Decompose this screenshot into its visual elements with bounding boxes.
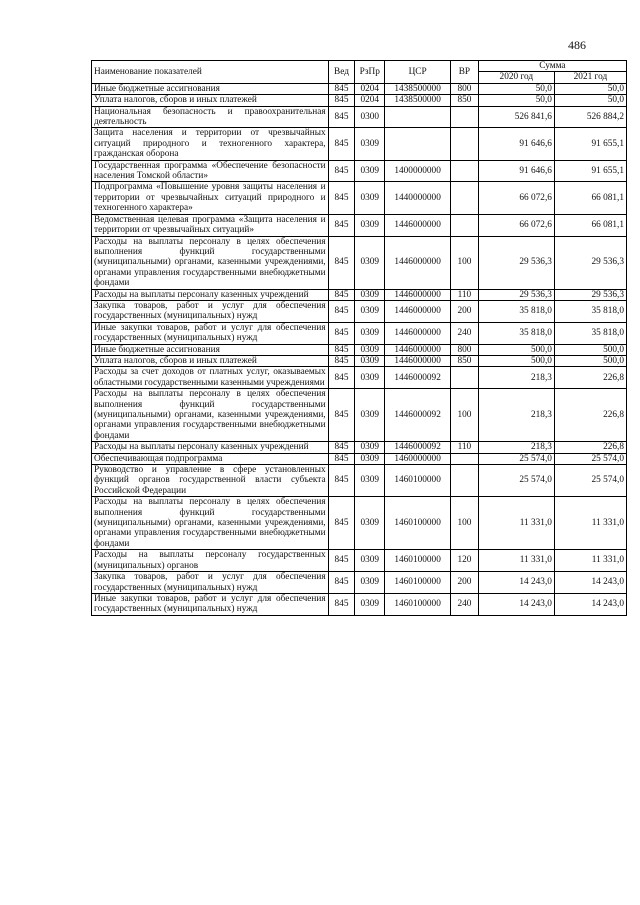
row-csr: 1446000000 bbox=[385, 344, 451, 355]
row-vr: 100 bbox=[451, 497, 479, 550]
table-row bbox=[92, 300, 627, 322]
row-rzpr: 0309 bbox=[355, 389, 385, 442]
row-rzpr: 0309 bbox=[355, 322, 385, 344]
row-ved: 845 bbox=[328, 289, 355, 300]
row-ved: 845 bbox=[328, 236, 355, 289]
row-sum-2020: 500,0 bbox=[478, 355, 554, 366]
row-csr bbox=[385, 128, 451, 160]
row-rzpr: 0309 bbox=[355, 572, 385, 594]
row-name: Иные закупки товаров, работ и услуг для обеспечения государственных (муниципальных) нужд bbox=[92, 593, 329, 615]
row-ved: 845 bbox=[328, 442, 355, 453]
row-sum-2021: 29 536,3 bbox=[554, 289, 626, 300]
row-ved: 845 bbox=[328, 214, 355, 236]
row-rzpr: 0300 bbox=[355, 106, 385, 128]
row-ved: 845 bbox=[328, 300, 355, 322]
row-name: Расходы на выплаты персоналу казенных учреждений bbox=[92, 289, 329, 300]
row-name: Руководство и управление в сфере установленных функций органов государственной власти субъекта Российской Федерации bbox=[92, 465, 329, 497]
row-sum-2020: 218,3 bbox=[478, 389, 554, 442]
row-csr: 1446000000 bbox=[385, 289, 451, 300]
row-ved: 845 bbox=[328, 128, 355, 160]
page-number: 486 bbox=[568, 38, 586, 52]
row-sum-2021: 91 655,1 bbox=[554, 160, 626, 182]
header-vr: ВР bbox=[451, 61, 479, 84]
row-csr: 1460000000 bbox=[385, 453, 451, 464]
row-ved: 845 bbox=[328, 367, 355, 389]
row-rzpr: 0309 bbox=[355, 550, 385, 572]
row-sum-2020: 11 331,0 bbox=[478, 550, 554, 572]
table-row bbox=[92, 289, 627, 300]
row-name: Расходы за счет доходов от платных услуг, оказываемых областными государственными казенными учреждениями bbox=[92, 367, 329, 389]
row-vr: 100 bbox=[451, 389, 479, 442]
row-sum-2020: 35 818,0 bbox=[478, 322, 554, 344]
row-rzpr: 0204 bbox=[355, 95, 385, 106]
row-sum-2020: 29 536,3 bbox=[478, 289, 554, 300]
row-sum-2020: 66 072,6 bbox=[478, 214, 554, 236]
table-row bbox=[92, 593, 627, 615]
row-csr: 1400000000 bbox=[385, 160, 451, 182]
row-vr bbox=[451, 128, 479, 160]
row-sum-2021: 500,0 bbox=[554, 355, 626, 366]
row-sum-2021: 35 818,0 bbox=[554, 300, 626, 322]
row-ved: 845 bbox=[328, 453, 355, 464]
row-ved: 845 bbox=[328, 355, 355, 366]
row-ved: 845 bbox=[328, 550, 355, 572]
row-rzpr: 0309 bbox=[355, 442, 385, 453]
row-csr: 1446000092 bbox=[385, 367, 451, 389]
row-sum-2020: 500,0 bbox=[478, 344, 554, 355]
table-row bbox=[92, 550, 627, 572]
header-year-2021: 2021 год bbox=[554, 72, 626, 83]
table-row bbox=[92, 453, 627, 464]
row-csr: 1446000000 bbox=[385, 355, 451, 366]
table-body bbox=[92, 83, 627, 615]
row-rzpr: 0309 bbox=[355, 344, 385, 355]
row-rzpr: 0309 bbox=[355, 160, 385, 182]
row-sum-2021: 226,8 bbox=[554, 442, 626, 453]
table-row bbox=[92, 355, 627, 366]
row-rzpr: 0309 bbox=[355, 355, 385, 366]
row-vr bbox=[451, 465, 479, 497]
header-rzpr: РзПр bbox=[355, 61, 385, 84]
header-ved: Вед bbox=[328, 61, 355, 84]
row-ved: 845 bbox=[328, 106, 355, 128]
row-name: Ведомственная целевая программа «Защита населения и территории от чрезвычайных ситуаций» bbox=[92, 214, 329, 236]
table-header bbox=[92, 61, 627, 84]
row-sum-2021: 25 574,0 bbox=[554, 453, 626, 464]
row-vr bbox=[451, 367, 479, 389]
row-sum-2021: 66 081,1 bbox=[554, 214, 626, 236]
row-vr: 200 bbox=[451, 300, 479, 322]
row-sum-2020: 50,0 bbox=[478, 83, 554, 94]
row-sum-2021: 526 884,2 bbox=[554, 106, 626, 128]
row-vr bbox=[451, 106, 479, 128]
row-sum-2021: 25 574,0 bbox=[554, 465, 626, 497]
table-row bbox=[92, 322, 627, 344]
row-sum-2020: 29 536,3 bbox=[478, 236, 554, 289]
row-sum-2020: 25 574,0 bbox=[478, 453, 554, 464]
table-row bbox=[92, 182, 627, 214]
row-sum-2020: 526 841,6 bbox=[478, 106, 554, 128]
row-csr: 1460100000 bbox=[385, 497, 451, 550]
row-vr: 800 bbox=[451, 83, 479, 94]
row-sum-2020: 25 574,0 bbox=[478, 465, 554, 497]
table-row bbox=[92, 214, 627, 236]
row-ved: 845 bbox=[328, 95, 355, 106]
row-rzpr: 0309 bbox=[355, 289, 385, 300]
row-csr: 1446000000 bbox=[385, 236, 451, 289]
row-csr: 1460100000 bbox=[385, 593, 451, 615]
row-csr: 1438500000 bbox=[385, 95, 451, 106]
row-sum-2021: 35 818,0 bbox=[554, 322, 626, 344]
row-vr: 100 bbox=[451, 236, 479, 289]
table-row bbox=[92, 95, 627, 106]
row-name: Иные бюджетные ассигнования bbox=[92, 344, 329, 355]
row-sum-2021: 226,8 bbox=[554, 389, 626, 442]
row-name: Подпрограмма «Повышение уровня защиты населения и территории от чрезвычайных ситуаций природного и техногенного характера» bbox=[92, 182, 329, 214]
row-vr bbox=[451, 453, 479, 464]
row-vr: 240 bbox=[451, 322, 479, 344]
row-name: Расходы на выплаты персоналу государственных (муниципальных) органов bbox=[92, 550, 329, 572]
row-sum-2021: 14 243,0 bbox=[554, 593, 626, 615]
row-ved: 845 bbox=[328, 572, 355, 594]
row-ved: 845 bbox=[328, 182, 355, 214]
table-row bbox=[92, 497, 627, 550]
header-csr: ЦСР bbox=[385, 61, 451, 84]
row-sum-2020: 91 646,6 bbox=[478, 128, 554, 160]
budget-table bbox=[91, 60, 627, 616]
header-sum: Сумма bbox=[478, 61, 626, 72]
row-ved: 845 bbox=[328, 344, 355, 355]
row-name: Закупка товаров, работ и услуг для обеспечения государственных (муниципальных) нужд bbox=[92, 300, 329, 322]
row-sum-2020: 14 243,0 bbox=[478, 572, 554, 594]
row-sum-2020: 66 072,6 bbox=[478, 182, 554, 214]
row-rzpr: 0309 bbox=[355, 182, 385, 214]
row-csr: 1446000000 bbox=[385, 322, 451, 344]
row-name: Национальная безопасность и правоохранительная деятельность bbox=[92, 106, 329, 128]
row-sum-2020: 35 818,0 bbox=[478, 300, 554, 322]
row-vr: 110 bbox=[451, 442, 479, 453]
row-sum-2021: 50,0 bbox=[554, 95, 626, 106]
row-name: Расходы на выплаты персоналу казенных учреждений bbox=[92, 442, 329, 453]
row-rzpr: 0309 bbox=[355, 593, 385, 615]
row-csr: 1446000000 bbox=[385, 214, 451, 236]
row-csr: 1446000092 bbox=[385, 389, 451, 442]
table-row bbox=[92, 236, 627, 289]
row-sum-2021: 500,0 bbox=[554, 344, 626, 355]
row-ved: 845 bbox=[328, 389, 355, 442]
row-name: Расходы на выплаты персоналу в целях обеспечения выполнения функций государственными (муниципальными) органами, казенными учреждениями, органами управления государственными внебюджетными фондами bbox=[92, 389, 329, 442]
row-name: Защита населения и территории от чрезвычайных ситуаций природного и техногенного характера, гражданская оборона bbox=[92, 128, 329, 160]
row-rzpr: 0309 bbox=[355, 214, 385, 236]
table-row bbox=[92, 367, 627, 389]
row-vr: 850 bbox=[451, 355, 479, 366]
header-year-2020: 2020 год bbox=[478, 72, 554, 83]
table-row bbox=[92, 389, 627, 442]
table-row bbox=[92, 344, 627, 355]
row-name: Уплата налогов, сборов и иных платежей bbox=[92, 95, 329, 106]
row-ved: 845 bbox=[328, 322, 355, 344]
table-row bbox=[92, 465, 627, 497]
row-ved: 845 bbox=[328, 593, 355, 615]
row-name: Обеспечивающая подпрограмма bbox=[92, 453, 329, 464]
row-rzpr: 0309 bbox=[355, 453, 385, 464]
row-sum-2021: 50,0 bbox=[554, 83, 626, 94]
row-rzpr: 0309 bbox=[355, 128, 385, 160]
row-sum-2020: 50,0 bbox=[478, 95, 554, 106]
row-csr: 1446000092 bbox=[385, 442, 451, 453]
row-vr: 240 bbox=[451, 593, 479, 615]
row-sum-2020: 14 243,0 bbox=[478, 593, 554, 615]
row-sum-2021: 91 655,1 bbox=[554, 128, 626, 160]
row-rzpr: 0309 bbox=[355, 367, 385, 389]
row-csr: 1446000000 bbox=[385, 300, 451, 322]
row-vr bbox=[451, 160, 479, 182]
table-row bbox=[92, 160, 627, 182]
row-sum-2021: 11 331,0 bbox=[554, 497, 626, 550]
table-row bbox=[92, 572, 627, 594]
row-csr: 1460100000 bbox=[385, 465, 451, 497]
row-vr bbox=[451, 214, 479, 236]
row-vr: 110 bbox=[451, 289, 479, 300]
row-ved: 845 bbox=[328, 497, 355, 550]
row-vr: 120 bbox=[451, 550, 479, 572]
row-csr: 1438500000 bbox=[385, 83, 451, 94]
row-sum-2020: 11 331,0 bbox=[478, 497, 554, 550]
header-name: Наименование показателей bbox=[92, 61, 329, 84]
row-ved: 845 bbox=[328, 160, 355, 182]
row-rzpr: 0309 bbox=[355, 465, 385, 497]
table-row bbox=[92, 83, 627, 94]
row-vr: 800 bbox=[451, 344, 479, 355]
row-name: Уплата налогов, сборов и иных платежей bbox=[92, 355, 329, 366]
row-name: Иные закупки товаров, работ и услуг для обеспечения государственных (муниципальных) нужд bbox=[92, 322, 329, 344]
row-name: Расходы на выплаты персоналу в целях обеспечения выполнения функций государственными (муниципальными) органами, казенными учреждениями, органами управления государственными внебюджетными фондами bbox=[92, 497, 329, 550]
row-name: Расходы на выплаты персоналу в целях обеспечения выполнения функций государственными (муниципальными) органами, казенными учреждениями, органами управления государственными внебюджетными фондами bbox=[92, 236, 329, 289]
row-sum-2021: 14 243,0 bbox=[554, 572, 626, 594]
row-csr: 1460100000 bbox=[385, 550, 451, 572]
row-rzpr: 0309 bbox=[355, 300, 385, 322]
table-row bbox=[92, 106, 627, 128]
row-rzpr: 0309 bbox=[355, 236, 385, 289]
row-csr: 1460100000 bbox=[385, 572, 451, 594]
row-name: Государственная программа «Обеспечение безопасности населения Томской области» bbox=[92, 160, 329, 182]
row-vr: 200 bbox=[451, 572, 479, 594]
row-sum-2020: 218,3 bbox=[478, 442, 554, 453]
row-sum-2021: 29 536,3 bbox=[554, 236, 626, 289]
row-vr: 850 bbox=[451, 95, 479, 106]
row-ved: 845 bbox=[328, 465, 355, 497]
row-sum-2020: 218,3 bbox=[478, 367, 554, 389]
table-row bbox=[92, 128, 627, 160]
row-name: Иные бюджетные ассигнования bbox=[92, 83, 329, 94]
row-sum-2021: 11 331,0 bbox=[554, 550, 626, 572]
row-csr: 1440000000 bbox=[385, 182, 451, 214]
row-rzpr: 0309 bbox=[355, 497, 385, 550]
row-sum-2021: 66 081,1 bbox=[554, 182, 626, 214]
row-rzpr: 0204 bbox=[355, 83, 385, 94]
row-vr bbox=[451, 182, 479, 214]
row-name: Закупка товаров, работ и услуг для обеспечения государственных (муниципальных) нужд bbox=[92, 572, 329, 594]
row-csr bbox=[385, 106, 451, 128]
row-sum-2020: 91 646,6 bbox=[478, 160, 554, 182]
row-sum-2021: 226,8 bbox=[554, 367, 626, 389]
table-row bbox=[92, 442, 627, 453]
row-ved: 845 bbox=[328, 83, 355, 94]
